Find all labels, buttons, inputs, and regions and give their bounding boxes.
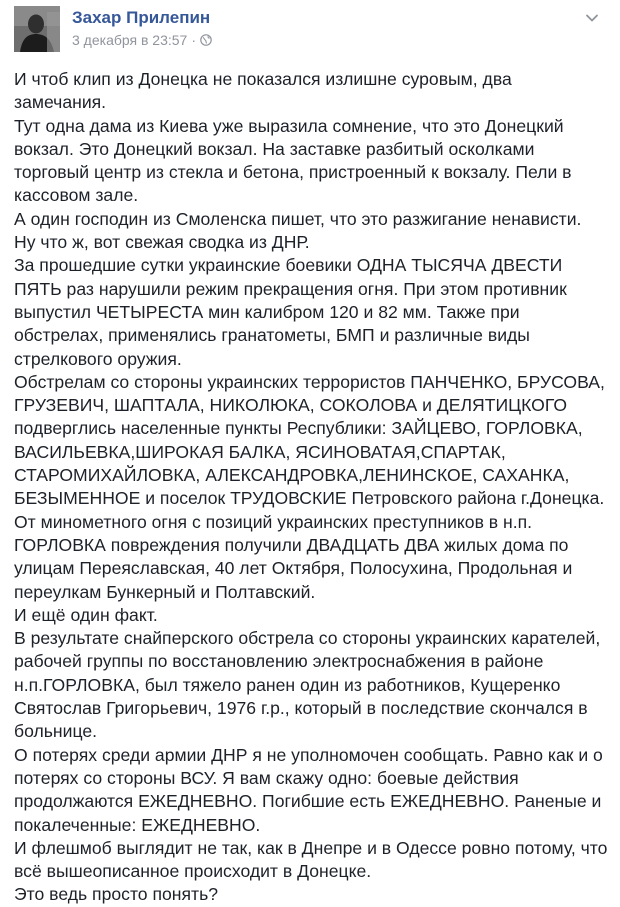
post-text-line: О потерях среди армии ДНР я не уполномочен сообщать. Равно как и о — [14, 744, 603, 765]
post-text-line: покалеченные: ЕЖЕДНЕВНО. — [14, 814, 261, 835]
post-text-line: И ещё один факт. — [14, 604, 158, 625]
post-text-line: Святослав Григорьевич, 1976 г.р., который в последствие скончался в — [14, 698, 588, 719]
post-meta — [72, 32, 212, 48]
post-body — [14, 68, 608, 907]
post-text-line: ГОРЛОВКА повреждения получили ДВАДЦАТЬ ДВА жилых дома по — [14, 534, 569, 555]
post-text-line: кассовом зале. — [14, 185, 139, 206]
author-name[interactable]: Захар Прилепин — [72, 8, 211, 27]
post-text-line: БЕЗЫМЕННОЕ и поселок ТРУДОВСКИЕ Петровского района г.Донецка. — [14, 488, 605, 509]
meta-separator: · — [191, 32, 197, 48]
post-text-line: Тут одна дама из Киева уже выразила сомнение, что это Донецкий — [14, 115, 564, 136]
post-text-line: подверглись населенные пункты Республики: ЗАЙЦЕВО, ГОРЛОВКА, — [14, 418, 583, 439]
globe-icon[interactable] — [200, 33, 212, 45]
post-text-line: СТАРОМИХАЙЛОВКА, АЛЕКСАНДРОВКА,ЛЕНИНСКОЕ, САХАНКА, — [14, 465, 570, 486]
post-text-line: А один господин из Смоленска пишет, что это разжигание ненависти. — [14, 208, 582, 229]
post-text-line: И чтоб клип из Донецка не показался излишне суровым, два — [14, 69, 512, 89]
post-text-line: всё вышеописанное происходит в Донецке. — [14, 861, 372, 882]
post-text-line: Это ведь просто понять? — [14, 884, 219, 905]
post-header — [14, 6, 606, 54]
post-text-line: н.п.ГОРЛОВКА, был тяжело ранен один из работников, Кущеренко — [14, 674, 561, 695]
post-text-line: ПЯТЬ раз нарушили режим прекращения огня. При этом противник — [14, 278, 567, 299]
post-text-line: больнице. — [14, 721, 98, 742]
post-text-line: За прошедшие сутки украинские боевики ОДНА ТЫСЯЧА ДВЕСТИ — [14, 255, 563, 276]
avatar[interactable] — [14, 6, 60, 52]
post-text-line: И флешмоб выглядит не так, как в Днепре и в Одессе ровно потому, что — [14, 837, 608, 858]
post-text-line: Обстрелам со стороны украинских террористов ПАНЧЕНКО, БРУСОВА, — [14, 371, 605, 392]
chevron-down-icon[interactable] — [584, 10, 600, 26]
post-text-line: переулкам Бункерный и Полтавский. — [14, 581, 316, 602]
post-text-line: обстрелах, применялись гранатометы, БМП и различные виды — [14, 325, 530, 346]
post-text-line: От минометного огня с позиций украинских преступников в н.п. — [14, 511, 533, 532]
post-text-line: В результате снайперского обстрела со стороны украинских карателей, — [14, 628, 601, 649]
post-text-line: улицам Переяславская, 40 лет Октября, Полосухина, Продольная и — [14, 558, 573, 579]
post-text-line: потерях со стороны ВСУ. Я вам скажу одно: боевые действия — [14, 767, 519, 788]
post-text-line: ГРУЗЕВИЧ, ШАПТАЛА, НИКОЛЮКА, СОКОЛОВА и ДЕЛЯТИЦКОГО — [14, 395, 568, 416]
post-text-line: торговый центр из стекла и бетона, пристроенный к вокзалу. Пели в — [14, 162, 572, 183]
post-text-line: выпустил ЧЕТЫРЕСТА мин калибром 120 и 82 мм. Также при — [14, 301, 520, 322]
post-text-line: Ну что ж, вот свежая сводка из ДНР. — [14, 232, 310, 253]
post-timestamp[interactable]: 3 декабря в 23:57 — [72, 32, 188, 48]
post-text-line: вокзал. Это Донецкий вокзал. На заставке разбитый осколками — [14, 138, 535, 159]
post-text-line: продолжаются ЕЖЕДНЕВНО. Погибшие есть ЕЖЕДНЕВНО. Раненые и — [14, 791, 602, 812]
post-text-line: стрелкового оружия. — [14, 348, 182, 369]
post-text-line: замечания. — [14, 92, 107, 113]
post-text-line: рабочей группы по восстановлению электроснабжения в районе — [14, 651, 544, 672]
post-text-line: ВАСИЛЬЕВКА,ШИРОКАЯ БАЛКА, ЯСИНОВАТАЯ,СПАРТАК, — [14, 441, 506, 462]
avatar-photo — [14, 6, 60, 52]
